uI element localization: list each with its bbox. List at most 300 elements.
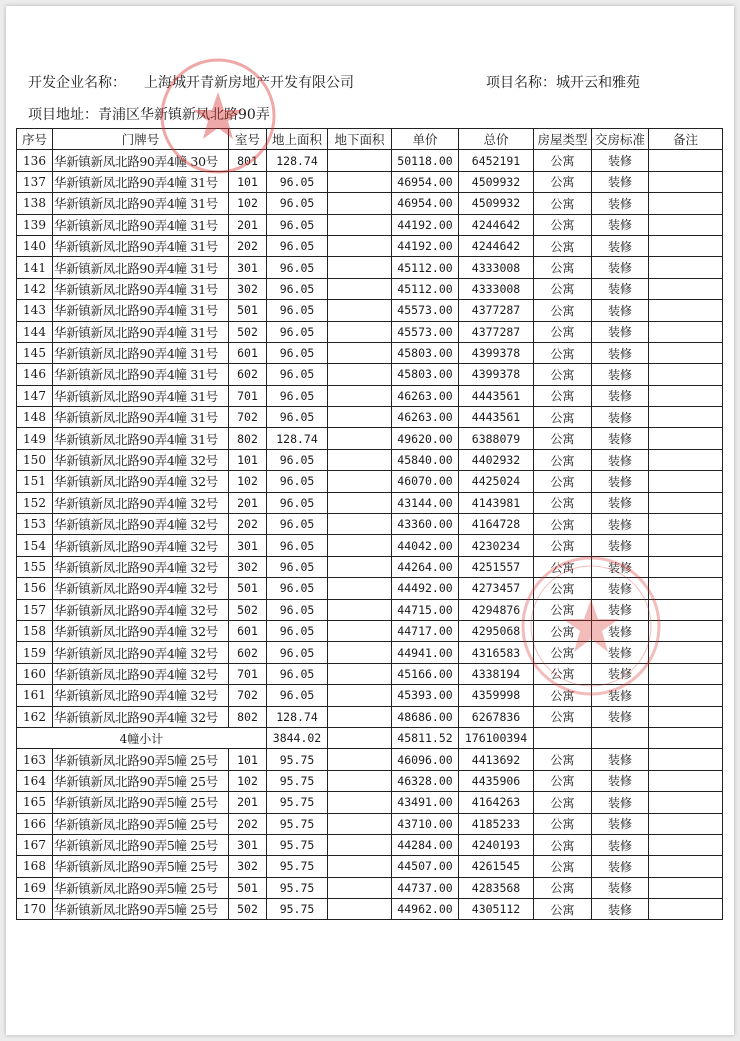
- row-total-price: 4295068: [459, 620, 534, 641]
- row-total-price: 4443561: [459, 407, 534, 428]
- row-remarks: [649, 385, 723, 406]
- row-number: 140: [17, 235, 53, 256]
- row-delivery-standard: 装修: [592, 599, 649, 620]
- row-house-type: 公寓: [534, 834, 592, 855]
- row-delivery-standard: 装修: [592, 749, 649, 770]
- row-unit-price: 44737.00: [392, 877, 459, 898]
- row-room: 602: [229, 642, 267, 663]
- table-row: [17, 706, 723, 727]
- project-line: [486, 72, 640, 92]
- row-under-area: [328, 770, 392, 791]
- row-total-price: 4185233: [459, 813, 534, 834]
- row-house-type: 公寓: [534, 663, 592, 684]
- row-number: 168: [17, 856, 53, 877]
- row-house-type: 公寓: [534, 257, 592, 278]
- row-number: 166: [17, 813, 53, 834]
- row-room: 302: [229, 856, 267, 877]
- address-label: 项目地址：: [28, 107, 98, 123]
- row-address: 华新镇新凤北路90弄5幢 25号: [53, 856, 229, 877]
- row-room: 501: [229, 300, 267, 321]
- row-remarks: [649, 877, 723, 898]
- row-address: 华新镇新凤北路90弄4幢 31号: [53, 171, 229, 192]
- row-above-area: 128.74: [267, 150, 328, 171]
- table-row: [17, 449, 723, 470]
- row-remarks: [649, 321, 723, 342]
- row-house-type: 公寓: [534, 792, 592, 813]
- row-above-area: 128.74: [267, 428, 328, 449]
- row-room: 101: [229, 171, 267, 192]
- row-total-price: 4283568: [459, 877, 534, 898]
- subtotal-house-type: [534, 727, 592, 748]
- row-total-price: 4244642: [459, 235, 534, 256]
- row-under-area: [328, 834, 392, 855]
- row-house-type: 公寓: [534, 214, 592, 235]
- row-unit-price: 46954.00: [392, 193, 459, 214]
- row-above-area: 95.75: [267, 813, 328, 834]
- row-remarks: [649, 556, 723, 577]
- row-number: 143: [17, 300, 53, 321]
- row-under-area: [328, 150, 392, 171]
- row-number: 165: [17, 792, 53, 813]
- row-remarks: [649, 449, 723, 470]
- row-above-area: 96.05: [267, 663, 328, 684]
- row-above-area: 96.05: [267, 685, 328, 706]
- row-room: 502: [229, 899, 267, 920]
- row-unit-price: 46328.00: [392, 770, 459, 791]
- row-under-area: [328, 706, 392, 727]
- row-unit-price: 46096.00: [392, 749, 459, 770]
- row-above-area: 96.05: [267, 556, 328, 577]
- row-house-type: 公寓: [534, 599, 592, 620]
- row-house-type: 公寓: [534, 877, 592, 898]
- row-number: 142: [17, 278, 53, 299]
- row-under-area: [328, 899, 392, 920]
- row-under-area: [328, 877, 392, 898]
- row-unit-price: 45840.00: [392, 449, 459, 470]
- row-room: 202: [229, 235, 267, 256]
- row-above-area: 96.05: [267, 171, 328, 192]
- row-total-price: 6267836: [459, 706, 534, 727]
- row-total-price: 4443561: [459, 385, 534, 406]
- row-delivery-standard: 装修: [592, 364, 649, 385]
- col-header-delivery-standard: 交房标准: [592, 129, 649, 150]
- row-remarks: [649, 150, 723, 171]
- row-remarks: [649, 620, 723, 641]
- row-above-area: 95.75: [267, 749, 328, 770]
- row-above-area: 96.05: [267, 235, 328, 256]
- row-number: 159: [17, 642, 53, 663]
- row-room: 102: [229, 770, 267, 791]
- row-delivery-standard: 装修: [592, 278, 649, 299]
- row-above-area: 96.05: [267, 278, 328, 299]
- row-number: 138: [17, 193, 53, 214]
- row-room: 802: [229, 706, 267, 727]
- row-delivery-standard: 装修: [592, 685, 649, 706]
- row-house-type: 公寓: [534, 514, 592, 535]
- row-remarks: [649, 792, 723, 813]
- table-row: [17, 770, 723, 791]
- row-under-area: [328, 663, 392, 684]
- row-under-area: [328, 620, 392, 641]
- row-remarks: [649, 300, 723, 321]
- row-above-area: 96.05: [267, 321, 328, 342]
- table-row: [17, 535, 723, 556]
- row-address: 华新镇新凤北路90弄4幢 31号: [53, 193, 229, 214]
- row-unit-price: 46954.00: [392, 171, 459, 192]
- row-above-area: 96.05: [267, 535, 328, 556]
- row-delivery-standard: 装修: [592, 171, 649, 192]
- price-table: [16, 128, 723, 920]
- table-header-row: [17, 129, 723, 150]
- address-value: 青浦区华新镇新凤北路90弄: [98, 107, 270, 123]
- table-row: [17, 599, 723, 620]
- col-header-unit-price: 单价: [392, 129, 459, 150]
- row-number: 151: [17, 471, 53, 492]
- row-unit-price: 45393.00: [392, 685, 459, 706]
- subtotal-label: 4幢小计: [17, 727, 267, 748]
- row-address: 华新镇新凤北路90弄4幢 31号: [53, 385, 229, 406]
- table-row: [17, 792, 723, 813]
- row-address: 华新镇新凤北路90弄4幢 32号: [53, 663, 229, 684]
- row-number: 162: [17, 706, 53, 727]
- row-address: 华新镇新凤北路90弄4幢 31号: [53, 407, 229, 428]
- row-room: 202: [229, 813, 267, 834]
- row-room: 101: [229, 749, 267, 770]
- row-total-price: 6452191: [459, 150, 534, 171]
- row-house-type: 公寓: [534, 342, 592, 363]
- row-above-area: 96.05: [267, 642, 328, 663]
- col-header-under-area: 地下面积: [328, 129, 392, 150]
- row-number: 148: [17, 407, 53, 428]
- row-under-area: [328, 578, 392, 599]
- row-under-area: [328, 342, 392, 363]
- row-unit-price: 44264.00: [392, 556, 459, 577]
- row-total-price: 4399378: [459, 342, 534, 363]
- row-above-area: 96.05: [267, 300, 328, 321]
- row-above-area: 96.05: [267, 449, 328, 470]
- table-row: [17, 171, 723, 192]
- row-address: 华新镇新凤北路90弄5幢 25号: [53, 749, 229, 770]
- row-number: 150: [17, 449, 53, 470]
- table-row: [17, 342, 723, 363]
- subtotal-under-area: [328, 727, 392, 748]
- row-remarks: [649, 578, 723, 599]
- row-room: 502: [229, 599, 267, 620]
- row-delivery-standard: 装修: [592, 235, 649, 256]
- row-unit-price: 45573.00: [392, 300, 459, 321]
- row-delivery-standard: 装修: [592, 834, 649, 855]
- row-room: 602: [229, 364, 267, 385]
- row-address: 华新镇新凤北路90弄4幢 32号: [53, 492, 229, 513]
- row-above-area: 96.05: [267, 364, 328, 385]
- row-unit-price: 48686.00: [392, 706, 459, 727]
- row-room: 501: [229, 877, 267, 898]
- row-number: 158: [17, 620, 53, 641]
- row-address: 华新镇新凤北路90弄4幢 32号: [53, 578, 229, 599]
- row-unit-price: 46263.00: [392, 407, 459, 428]
- row-unit-price: 50118.00: [392, 150, 459, 171]
- row-house-type: 公寓: [534, 578, 592, 599]
- row-delivery-standard: 装修: [592, 342, 649, 363]
- row-number: 139: [17, 214, 53, 235]
- row-total-price: 4244642: [459, 214, 534, 235]
- table-row: [17, 492, 723, 513]
- row-number: 160: [17, 663, 53, 684]
- table-row: [17, 899, 723, 920]
- table-row: [17, 642, 723, 663]
- row-above-area: 128.74: [267, 706, 328, 727]
- row-delivery-standard: 装修: [592, 385, 649, 406]
- row-above-area: 95.75: [267, 834, 328, 855]
- row-house-type: 公寓: [534, 321, 592, 342]
- col-header-no: 序号: [17, 129, 53, 150]
- row-delivery-standard: 装修: [592, 407, 649, 428]
- row-number: 155: [17, 556, 53, 577]
- row-address: 华新镇新凤北路90弄4幢 32号: [53, 599, 229, 620]
- row-room: 801: [229, 150, 267, 171]
- table-row: [17, 428, 723, 449]
- row-delivery-standard: 装修: [592, 471, 649, 492]
- row-remarks: [649, 514, 723, 535]
- row-above-area: 95.75: [267, 770, 328, 791]
- row-room: 302: [229, 556, 267, 577]
- row-room: 301: [229, 834, 267, 855]
- row-remarks: [649, 492, 723, 513]
- row-number: 147: [17, 385, 53, 406]
- row-total-price: 4338194: [459, 663, 534, 684]
- row-above-area: 96.05: [267, 599, 328, 620]
- row-address: 华新镇新凤北路90弄4幢 31号: [53, 321, 229, 342]
- table-row: [17, 385, 723, 406]
- table-row: [17, 877, 723, 898]
- table-row: [17, 834, 723, 855]
- row-under-area: [328, 685, 392, 706]
- row-total-price: 4305112: [459, 899, 534, 920]
- row-house-type: 公寓: [534, 749, 592, 770]
- row-address: 华新镇新凤北路90弄4幢 31号: [53, 428, 229, 449]
- row-total-price: 4377287: [459, 300, 534, 321]
- row-remarks: [649, 899, 723, 920]
- row-total-price: 4333008: [459, 257, 534, 278]
- row-delivery-standard: 装修: [592, 321, 649, 342]
- row-delivery-standard: 装修: [592, 899, 649, 920]
- row-number: 145: [17, 342, 53, 363]
- row-room: 702: [229, 407, 267, 428]
- row-address: 华新镇新凤北路90弄4幢 32号: [53, 556, 229, 577]
- subtotal-above-area: 3844.02: [267, 727, 328, 748]
- col-header-total-price: 总价: [459, 129, 534, 150]
- table-row: [17, 235, 723, 256]
- row-address: 华新镇新凤北路90弄4幢 31号: [53, 364, 229, 385]
- row-number: 152: [17, 492, 53, 513]
- row-number: 146: [17, 364, 53, 385]
- row-remarks: [649, 171, 723, 192]
- row-under-area: [328, 171, 392, 192]
- address-line: [28, 104, 270, 124]
- row-delivery-standard: 装修: [592, 556, 649, 577]
- col-header-house-type: 房屋类型: [534, 129, 592, 150]
- row-total-price: 4509932: [459, 171, 534, 192]
- row-room: 301: [229, 535, 267, 556]
- row-remarks: [649, 535, 723, 556]
- table-row: [17, 556, 723, 577]
- row-unit-price: 43360.00: [392, 514, 459, 535]
- table-row: [17, 813, 723, 834]
- row-above-area: 95.75: [267, 877, 328, 898]
- table-row: [17, 193, 723, 214]
- row-delivery-standard: 装修: [592, 877, 649, 898]
- row-under-area: [328, 278, 392, 299]
- table-row: [17, 321, 723, 342]
- row-address: 华新镇新凤北路90弄5幢 25号: [53, 877, 229, 898]
- row-number: 167: [17, 834, 53, 855]
- row-unit-price: 45112.00: [392, 278, 459, 299]
- row-address: 华新镇新凤北路90弄4幢 32号: [53, 535, 229, 556]
- developer-label: 开发企业名称：: [28, 75, 126, 91]
- row-house-type: 公寓: [534, 492, 592, 513]
- table-row: [17, 685, 723, 706]
- row-room: 201: [229, 214, 267, 235]
- row-remarks: [649, 471, 723, 492]
- row-unit-price: 45803.00: [392, 342, 459, 363]
- row-number: 149: [17, 428, 53, 449]
- row-unit-price: 44192.00: [392, 214, 459, 235]
- table-row: [17, 749, 723, 770]
- row-house-type: 公寓: [534, 620, 592, 641]
- row-above-area: 96.05: [267, 407, 328, 428]
- row-house-type: 公寓: [534, 235, 592, 256]
- table-row: [17, 364, 723, 385]
- row-under-area: [328, 599, 392, 620]
- row-total-price: 4377287: [459, 321, 534, 342]
- row-total-price: 4240193: [459, 834, 534, 855]
- row-delivery-standard: 装修: [592, 193, 649, 214]
- project-label: 项目名称：: [486, 75, 556, 91]
- row-remarks: [649, 193, 723, 214]
- row-under-area: [328, 856, 392, 877]
- row-house-type: 公寓: [534, 300, 592, 321]
- row-under-area: [328, 642, 392, 663]
- row-under-area: [328, 385, 392, 406]
- row-above-area: 95.75: [267, 792, 328, 813]
- row-above-area: 96.05: [267, 620, 328, 641]
- row-unit-price: 44284.00: [392, 834, 459, 855]
- row-total-price: 4399378: [459, 364, 534, 385]
- row-delivery-standard: 装修: [592, 257, 649, 278]
- row-remarks: [649, 278, 723, 299]
- row-unit-price: 46070.00: [392, 471, 459, 492]
- row-remarks: [649, 364, 723, 385]
- row-remarks: [649, 342, 723, 363]
- row-total-price: 4359998: [459, 685, 534, 706]
- row-total-price: 4509932: [459, 193, 534, 214]
- row-above-area: 95.75: [267, 856, 328, 877]
- subtotal-total-price: 176100394: [459, 727, 534, 748]
- row-room: 802: [229, 428, 267, 449]
- row-number: 154: [17, 535, 53, 556]
- row-unit-price: 45166.00: [392, 663, 459, 684]
- row-room: 701: [229, 663, 267, 684]
- row-number: 141: [17, 257, 53, 278]
- row-under-area: [328, 449, 392, 470]
- row-unit-price: 45573.00: [392, 321, 459, 342]
- row-address: 华新镇新凤北路90弄4幢 31号: [53, 235, 229, 256]
- row-address: 华新镇新凤北路90弄4幢 30号: [53, 150, 229, 171]
- row-above-area: 96.05: [267, 385, 328, 406]
- row-unit-price: 44717.00: [392, 620, 459, 641]
- row-house-type: 公寓: [534, 364, 592, 385]
- row-number: 136: [17, 150, 53, 171]
- subtotal-unit-price: 45811.52: [392, 727, 459, 748]
- row-number: 156: [17, 578, 53, 599]
- row-total-price: 4316583: [459, 642, 534, 663]
- row-unit-price: 43144.00: [392, 492, 459, 513]
- row-house-type: 公寓: [534, 770, 592, 791]
- row-address: 华新镇新凤北路90弄4幢 31号: [53, 342, 229, 363]
- row-delivery-standard: 装修: [592, 428, 649, 449]
- row-delivery-standard: 装修: [592, 492, 649, 513]
- row-remarks: [649, 428, 723, 449]
- row-address: 华新镇新凤北路90弄4幢 32号: [53, 471, 229, 492]
- row-delivery-standard: 装修: [592, 813, 649, 834]
- col-header-remarks: 备注: [649, 129, 723, 150]
- row-unit-price: 44492.00: [392, 578, 459, 599]
- row-address: 华新镇新凤北路90弄4幢 31号: [53, 278, 229, 299]
- row-house-type: 公寓: [534, 899, 592, 920]
- row-unit-price: 44507.00: [392, 856, 459, 877]
- row-total-price: 4425024: [459, 471, 534, 492]
- row-house-type: 公寓: [534, 556, 592, 577]
- table-row: [17, 578, 723, 599]
- row-under-area: [328, 492, 392, 513]
- row-address: 华新镇新凤北路90弄4幢 32号: [53, 642, 229, 663]
- row-delivery-standard: 装修: [592, 770, 649, 791]
- row-address: 华新镇新凤北路90弄5幢 25号: [53, 770, 229, 791]
- row-room: 601: [229, 342, 267, 363]
- table-row: [17, 257, 723, 278]
- row-total-price: 4164263: [459, 792, 534, 813]
- row-address: 华新镇新凤北路90弄5幢 25号: [53, 813, 229, 834]
- table-row: [17, 471, 723, 492]
- row-address: 华新镇新凤北路90弄4幢 32号: [53, 620, 229, 641]
- row-remarks: [649, 813, 723, 834]
- row-delivery-standard: 装修: [592, 449, 649, 470]
- row-address: 华新镇新凤北路90弄4幢 31号: [53, 300, 229, 321]
- row-room: 601: [229, 620, 267, 641]
- row-total-price: 4251557: [459, 556, 534, 577]
- row-above-area: 96.05: [267, 492, 328, 513]
- subtotal-remarks: [649, 727, 723, 748]
- row-delivery-standard: 装修: [592, 663, 649, 684]
- row-delivery-standard: 装修: [592, 150, 649, 171]
- row-delivery-standard: 装修: [592, 535, 649, 556]
- row-remarks: [649, 642, 723, 663]
- row-room: 502: [229, 321, 267, 342]
- developer-name: 上海城开青新房地产开发有限公司: [144, 75, 354, 91]
- row-house-type: 公寓: [534, 813, 592, 834]
- row-house-type: 公寓: [534, 706, 592, 727]
- row-delivery-standard: 装修: [592, 706, 649, 727]
- row-above-area: 95.75: [267, 899, 328, 920]
- row-delivery-standard: 装修: [592, 642, 649, 663]
- row-total-price: 4261545: [459, 856, 534, 877]
- table-row: [17, 300, 723, 321]
- row-house-type: 公寓: [534, 642, 592, 663]
- row-total-price: 4273457: [459, 578, 534, 599]
- row-above-area: 96.05: [267, 514, 328, 535]
- row-address: 华新镇新凤北路90弄5幢 25号: [53, 792, 229, 813]
- row-number: 164: [17, 770, 53, 791]
